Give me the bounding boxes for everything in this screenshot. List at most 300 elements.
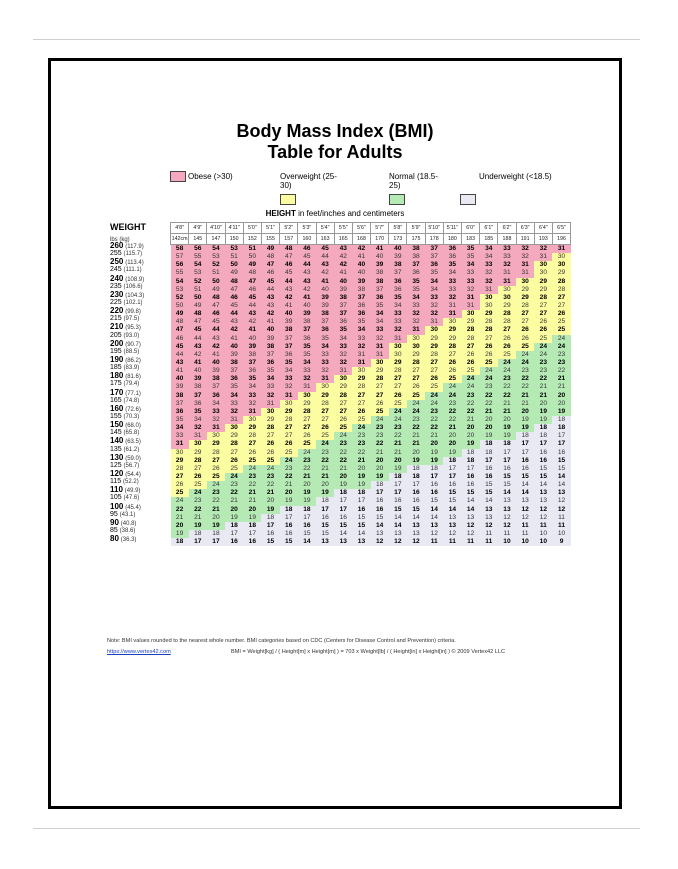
bmi-cell: 18 <box>243 522 261 530</box>
bmi-cell: 15 <box>316 522 334 530</box>
bmi-cell: 26 <box>171 481 189 489</box>
bmi-cell: 33 <box>462 278 480 286</box>
bmi-cell: 34 <box>334 335 352 343</box>
bmi-cell: 12 <box>498 522 516 530</box>
bmi-cell: 15 <box>498 473 516 481</box>
weight-kg: (97.5) <box>123 316 140 323</box>
table-row <box>171 465 571 473</box>
height-ft-header: 5'1" <box>261 223 279 234</box>
bmi-cell: 35 <box>389 294 407 302</box>
bmi-cell: 14 <box>534 481 552 489</box>
bmi-cell: 37 <box>225 367 243 375</box>
bmi-cell: 45 <box>207 318 225 326</box>
bmi-cell: 21 <box>498 400 516 408</box>
bmi-cell: 31 <box>334 367 352 375</box>
bmi-cell: 28 <box>443 343 461 351</box>
legend-overweight-label: Overweight (25-30) <box>280 172 337 190</box>
bmi-cell: 20 <box>261 497 279 505</box>
weight-row-label <box>110 258 170 266</box>
bmi-cell: 29 <box>498 302 516 310</box>
bmi-cell: 33 <box>407 302 425 310</box>
bmi-cell: 42 <box>280 294 298 302</box>
height-ft-header: 5'3" <box>298 223 316 234</box>
bmi-cell: 42 <box>243 318 261 326</box>
bmi-cell: 23 <box>480 383 498 391</box>
weight-lbs: 185 <box>110 364 122 372</box>
bmi-cell: 17 <box>189 538 207 546</box>
bmi-cell: 13 <box>334 538 352 546</box>
weight-kg: (90.7) <box>125 341 141 348</box>
bmi-cell: 44 <box>243 302 261 310</box>
bmi-cell: 18 <box>552 424 570 432</box>
bmi-cell: 19 <box>462 440 480 448</box>
bmi-cell: 24 <box>316 440 334 448</box>
weight-row-label <box>110 372 170 380</box>
bmi-cell: 41 <box>207 351 225 359</box>
height-ft-header: 6'4" <box>534 223 552 234</box>
table-row <box>171 489 571 497</box>
bmi-cell: 27 <box>552 302 570 310</box>
bmi-cell: 26 <box>498 343 516 351</box>
bmi-cell: 32 <box>189 424 207 432</box>
bmi-cell: 17 <box>516 449 534 457</box>
bmi-cell: 47 <box>243 278 261 286</box>
bmi-cell: 34 <box>389 302 407 310</box>
bmi-cell: 33 <box>443 278 461 286</box>
bmi-cell: 22 <box>225 489 243 497</box>
bmi-cell: 26 <box>243 449 261 457</box>
bmi-cell: 30 <box>334 375 352 383</box>
bmi-cell: 26 <box>189 473 207 481</box>
table-row <box>171 310 571 318</box>
bmi-cell: 32 <box>480 278 498 286</box>
bmi-cell: 28 <box>425 351 443 359</box>
bmi-cell: 29 <box>534 278 552 286</box>
bmi-cell: 36 <box>171 408 189 416</box>
bmi-cell: 11 <box>443 538 461 546</box>
weight-kg: (111.1) <box>123 267 142 274</box>
bmi-cell: 23 <box>371 424 389 432</box>
bmi-cell: 21 <box>371 449 389 457</box>
bmi-cell: 24 <box>407 408 425 416</box>
bmi-cell: 19 <box>352 473 370 481</box>
bmi-cell: 16 <box>443 481 461 489</box>
bmi-cell: 29 <box>243 424 261 432</box>
bmi-cell: 24 <box>371 416 389 424</box>
bmi-cell: 29 <box>298 400 316 408</box>
bmi-cell: 17 <box>552 432 570 440</box>
weight-kg: (102.1) <box>123 299 143 306</box>
bmi-cell: 43 <box>189 343 207 351</box>
height-cm-header: 157 <box>280 234 298 245</box>
top-divider <box>33 39 640 40</box>
bmi-cell: 23 <box>407 416 425 424</box>
bmi-cell: 36 <box>225 375 243 383</box>
bmi-cell: 36 <box>371 294 389 302</box>
weight-row-label <box>110 307 170 315</box>
bmi-cell: 32 <box>498 261 516 269</box>
bmi-cell: 28 <box>298 408 316 416</box>
bmi-cell: 22 <box>480 400 498 408</box>
bmi-cell: 31 <box>171 440 189 448</box>
bmi-cell: 29 <box>352 375 370 383</box>
bmi-cell: 25 <box>407 392 425 400</box>
bmi-cell: 17 <box>261 522 279 530</box>
bmi-cell: 23 <box>534 359 552 367</box>
bmi-cell: 30 <box>480 294 498 302</box>
bmi-cell: 17 <box>534 440 552 448</box>
weight-row-label <box>110 340 170 348</box>
table-row <box>171 530 571 538</box>
bmi-cell: 10 <box>516 538 534 546</box>
bmi-cell: 25 <box>516 343 534 351</box>
bmi-cell: 16 <box>334 514 352 522</box>
bmi-cell: 41 <box>280 302 298 310</box>
bmi-cell: 18 <box>171 538 189 546</box>
bmi-cell: 21 <box>207 506 225 514</box>
bmi-cell: 43 <box>261 294 279 302</box>
bmi-cell: 13 <box>498 506 516 514</box>
bmi-cell: 29 <box>480 310 498 318</box>
bmi-cell: 39 <box>298 310 316 318</box>
bmi-cell: 53 <box>189 269 207 277</box>
table-row <box>171 359 571 367</box>
bmi-cell: 18 <box>462 449 480 457</box>
bmi-cell: 44 <box>316 253 334 261</box>
bmi-cell: 26 <box>480 351 498 359</box>
bmi-cell: 39 <box>389 253 407 261</box>
bmi-cell: 14 <box>516 489 534 497</box>
bmi-cell: 27 <box>516 310 534 318</box>
bmi-cell: 25 <box>534 335 552 343</box>
bmi-cell: 24 <box>407 400 425 408</box>
bmi-cell: 36 <box>389 286 407 294</box>
bmi-cell: 39 <box>189 375 207 383</box>
bmi-cell: 15 <box>534 465 552 473</box>
bmi-cell: 20 <box>389 457 407 465</box>
height-ft-header: 5'11" <box>443 223 461 234</box>
bmi-cell: 21 <box>298 473 316 481</box>
bmi-cell: 26 <box>425 375 443 383</box>
bmi-cell: 19 <box>407 457 425 465</box>
bmi-cell: 15 <box>389 506 407 514</box>
bmi-cell: 22 <box>498 392 516 400</box>
bmi-cell: 25 <box>425 383 443 391</box>
bmi-cell: 41 <box>243 326 261 334</box>
bmi-cell: 21 <box>389 440 407 448</box>
bmi-cell: 38 <box>243 351 261 359</box>
bmi-cell: 31 <box>534 253 552 261</box>
bmi-cell: 11 <box>516 530 534 538</box>
bmi-cell: 17 <box>516 440 534 448</box>
bmi-cell: 50 <box>243 253 261 261</box>
bmi-cell: 17 <box>425 473 443 481</box>
bmi-cell: 28 <box>516 302 534 310</box>
bmi-cell: 15 <box>443 489 461 497</box>
weight-kg: (86.2) <box>125 357 141 364</box>
height-ft-header: 5'0" <box>243 223 261 234</box>
bmi-cell: 18 <box>480 440 498 448</box>
bmi-cell: 33 <box>298 367 316 375</box>
bmi-cell: 14 <box>462 506 480 514</box>
bmi-cell: 37 <box>243 359 261 367</box>
bmi-cell: 25 <box>207 473 225 481</box>
bmi-cell: 21 <box>334 465 352 473</box>
bmi-cell: 18 <box>534 432 552 440</box>
bmi-cell: 38 <box>371 278 389 286</box>
bmi-cell: 30 <box>243 416 261 424</box>
weight-kg: (115.7) <box>123 251 143 258</box>
bmi-cell: 25 <box>261 457 279 465</box>
weight-kg: (77.1) <box>125 390 141 397</box>
bmi-cell: 15 <box>516 473 534 481</box>
weight-kg: (81.6) <box>125 374 141 381</box>
bmi-cell: 29 <box>316 392 334 400</box>
bmi-cell: 26 <box>261 449 279 457</box>
weight-lbs: 140 <box>110 436 124 446</box>
bmi-cell: 22 <box>189 506 207 514</box>
bmi-cell: 36 <box>352 302 370 310</box>
bmi-cell: 27 <box>225 449 243 457</box>
table-row <box>171 416 571 424</box>
bmi-cell: 45 <box>243 294 261 302</box>
bmi-cell: 13 <box>407 530 425 538</box>
bmi-cell: 15 <box>498 481 516 489</box>
bmi-cell: 18 <box>552 416 570 424</box>
weight-kg: (117.9) <box>125 244 144 250</box>
table-row <box>171 457 571 465</box>
weight-kg: (104.3) <box>125 292 145 299</box>
bmi-cell: 13 <box>389 530 407 538</box>
height-ft-header: 6'1" <box>480 223 498 234</box>
bmi-cell: 15 <box>552 457 570 465</box>
bmi-cell: 33 <box>498 253 516 261</box>
table-row <box>171 473 571 481</box>
table-row <box>171 351 571 359</box>
bmi-cell: 20 <box>371 457 389 465</box>
bmi-cell: 32 <box>243 400 261 408</box>
bmi-cell: 28 <box>534 294 552 302</box>
bmi-cell: 16 <box>371 506 389 514</box>
bmi-cell: 22 <box>462 400 480 408</box>
bmi-cell: 14 <box>480 497 498 505</box>
bmi-cell: 45 <box>189 326 207 334</box>
bmi-cell: 29 <box>207 440 225 448</box>
weight-lbs: 95 <box>110 510 118 518</box>
bmi-cell: 33 <box>462 269 480 277</box>
weight-lbs: 230 <box>110 289 124 299</box>
bmi-cell: 24 <box>552 335 570 343</box>
height-cm-header: 152 <box>243 234 261 245</box>
bmi-cell: 29 <box>425 335 443 343</box>
bmi-cell: 34 <box>207 400 225 408</box>
bmi-cell: 36 <box>352 310 370 318</box>
bmi-cell: 11 <box>552 514 570 522</box>
weight-kg: (79.4) <box>123 381 140 388</box>
bmi-cell: 37 <box>171 400 189 408</box>
bmi-cell: 16 <box>480 473 498 481</box>
bmi-cell: 30 <box>371 359 389 367</box>
bmi-cell: 49 <box>225 269 243 277</box>
table-row <box>171 367 571 375</box>
bmi-cell: 34 <box>280 367 298 375</box>
bmi-cell: 37 <box>425 245 443 254</box>
height-cm-header: 147 <box>207 234 225 245</box>
bmi-cell: 16 <box>352 506 370 514</box>
bmi-cell: 14 <box>552 481 570 489</box>
bmi-cell: 40 <box>298 302 316 310</box>
bmi-cell: 30 <box>189 440 207 448</box>
bmi-cell: 19 <box>189 522 207 530</box>
bmi-cell: 27 <box>389 383 407 391</box>
height-axis-label: HEIGHT in feet/inches and centimeters <box>265 209 405 218</box>
weight-lbs: 175 <box>110 380 122 388</box>
bmi-cell: 20 <box>516 408 534 416</box>
bmi-cell: 46 <box>207 310 225 318</box>
weight-lbs: 205 <box>110 331 122 339</box>
bmi-cell: 31 <box>261 400 279 408</box>
bmi-cell: 27 <box>371 392 389 400</box>
bmi-cell: 25 <box>171 489 189 497</box>
bmi-cell: 15 <box>298 530 316 538</box>
legend-obese-swatch <box>170 171 186 182</box>
bmi-cell: 35 <box>462 245 480 254</box>
weight-lbs: 255 <box>110 250 122 258</box>
bmi-cell: 32 <box>534 245 552 254</box>
bmi-cell: 35 <box>280 359 298 367</box>
bmi-cell: 28 <box>498 310 516 318</box>
bmi-cell: 19 <box>298 497 316 505</box>
bmi-cell: 21 <box>534 392 552 400</box>
legend-normal-swatch <box>389 194 405 205</box>
bmi-cell: 39 <box>371 261 389 269</box>
bmi-cell: 26 <box>298 432 316 440</box>
table-row <box>171 253 571 261</box>
bmi-cell: 13 <box>462 514 480 522</box>
bmi-cell: 38 <box>207 375 225 383</box>
bmi-cell: 24 <box>225 473 243 481</box>
bmi-cell: 25 <box>552 326 570 334</box>
bmi-cell: 45 <box>261 278 279 286</box>
bmi-cell: 38 <box>407 253 425 261</box>
bmi-cell: 14 <box>443 506 461 514</box>
height-cm-header: 173 <box>389 234 407 245</box>
bmi-cell: 16 <box>425 481 443 489</box>
bmi-cell: 46 <box>261 269 279 277</box>
bmi-cell: 29 <box>371 367 389 375</box>
height-ft-header: 4'10" <box>207 223 225 234</box>
bmi-cell: 31 <box>371 343 389 351</box>
bmi-cell: 31 <box>280 392 298 400</box>
height-cm-header: 170 <box>371 234 389 245</box>
weight-row-label <box>110 519 170 527</box>
weight-kg: (40.8) <box>120 520 137 527</box>
bmi-cell: 24 <box>480 367 498 375</box>
bmi-cell: 26 <box>389 392 407 400</box>
height-cm-header: 160 <box>298 234 316 245</box>
bmi-cell: 21 <box>516 400 534 408</box>
weight-lbs: 165 <box>110 396 122 404</box>
bmi-cell: 21 <box>171 514 189 522</box>
bmi-cell: 50 <box>225 261 243 269</box>
weight-row-label <box>110 437 170 445</box>
bmi-cell: 18 <box>425 465 443 473</box>
bmi-cell: 32 <box>298 375 316 383</box>
table-row <box>171 506 571 514</box>
bmi-cell: 44 <box>171 351 189 359</box>
bmi-cell: 24 <box>389 416 407 424</box>
height-cm-header: 163 <box>316 234 334 245</box>
bmi-cell: 16 <box>407 497 425 505</box>
bmi-cell: 39 <box>280 318 298 326</box>
bmi-cell: 30 <box>534 269 552 277</box>
bmi-cell: 40 <box>352 261 370 269</box>
bmi-cell: 44 <box>189 335 207 343</box>
bmi-cell: 25 <box>389 400 407 408</box>
bmi-cell: 52 <box>189 278 207 286</box>
bmi-cell: 14 <box>498 489 516 497</box>
weight-kg: (72.6) <box>125 406 141 413</box>
bmi-cell: 40 <box>280 310 298 318</box>
bmi-cell: 40 <box>171 375 189 383</box>
bmi-cell: 23 <box>552 359 570 367</box>
bmi-cell: 43 <box>316 261 334 269</box>
bmi-cell: 20 <box>298 481 316 489</box>
weight-lbs: 215 <box>110 315 122 323</box>
bmi-cell: 24 <box>298 449 316 457</box>
weight-lbs: 200 <box>110 338 124 348</box>
bmi-cell: 27 <box>462 343 480 351</box>
bmi-cell: 27 <box>171 473 189 481</box>
bmi-cell: 19 <box>243 514 261 522</box>
bottom-divider <box>33 828 640 829</box>
bmi-cell: 32 <box>425 310 443 318</box>
bmi-cell: 44 <box>225 310 243 318</box>
height-cm-header: 175 <box>407 234 425 245</box>
bmi-cell: 10 <box>552 530 570 538</box>
bmi-cell: 23 <box>207 489 225 497</box>
bmi-cell: 18 <box>316 497 334 505</box>
weight-kg: (95.3) <box>125 325 141 332</box>
bmi-cell: 20 <box>243 506 261 514</box>
vertex42-link[interactable]: https://www.vertex42.com <box>107 649 171 655</box>
bmi-cell: 20 <box>425 440 443 448</box>
bmi-cell: 22 <box>516 383 534 391</box>
weight-kg: (65.8) <box>123 430 140 437</box>
bmi-cell: 23 <box>225 481 243 489</box>
bmi-cell: 22 <box>462 408 480 416</box>
bmi-cell: 48 <box>171 318 189 326</box>
bmi-cell: 35 <box>407 278 425 286</box>
bmi-cell: 23 <box>243 473 261 481</box>
bmi-cell: 16 <box>316 514 334 522</box>
weight-kg: (68.0) <box>125 423 141 430</box>
bmi-cell: 38 <box>407 245 425 254</box>
bmi-cell: 14 <box>462 497 480 505</box>
bmi-cell: 26 <box>516 326 534 334</box>
bmi-cell: 24 <box>534 343 552 351</box>
bmi-cell: 19 <box>352 481 370 489</box>
bmi-cell: 16 <box>389 497 407 505</box>
bmi-cell: 26 <box>516 335 534 343</box>
bmi-cell: 22 <box>425 416 443 424</box>
bmi-cell: 31 <box>316 375 334 383</box>
bmi-cell: 25 <box>352 416 370 424</box>
table-row <box>171 286 571 294</box>
bmi-cell: 47 <box>207 302 225 310</box>
bmi-cell: 14 <box>407 514 425 522</box>
bmi-cell: 49 <box>261 245 279 254</box>
